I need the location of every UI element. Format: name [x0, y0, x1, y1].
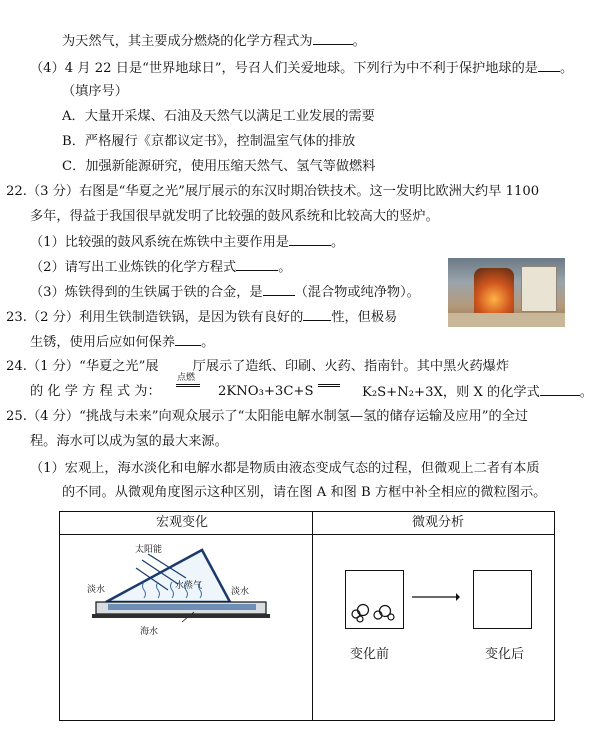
hint-text: （填序号） [62, 84, 128, 99]
equals-top [318, 384, 340, 385]
question-22-part3 [30, 283, 420, 302]
molecule-atom [358, 605, 369, 616]
label-before: 变化前 [350, 647, 390, 662]
text-line [62, 32, 366, 51]
glass-cover [106, 550, 230, 602]
molecule-atom [388, 614, 394, 620]
analysis-table [59, 511, 555, 721]
label-after: 变化后 [485, 647, 525, 662]
question-25-line1: 25.（4 分）“挑战与未来”向观众展示了“太阳能电解水制氢—氢的储存运输及应用”的全过 [6, 409, 529, 424]
answer-blank [289, 233, 331, 246]
desalination-diagram [82, 540, 282, 648]
part-text: （3）炼铁得到的生铁属于铁的合金，是 [30, 285, 263, 300]
option-c: C．加强新能源研究，使用压缩天然气、氢气等做燃料 [62, 159, 376, 174]
question-23-line2 [30, 333, 214, 352]
line-end: 。 [201, 335, 215, 350]
label-sea: 海水 [140, 627, 159, 637]
products-and-question [362, 383, 593, 402]
sea-water [108, 604, 256, 610]
smelting-exhibit-photo [448, 258, 565, 327]
label-fresh-left: 淡水 [87, 585, 106, 595]
products: K₂S+N₂+3X [362, 385, 443, 400]
question-text: 24.（1 分）“华夏之光”展 [6, 359, 159, 374]
header-macro: 宏观变化 [156, 515, 209, 530]
question-text: 生锈，使用后应如何保养 [30, 335, 176, 350]
table-divider [312, 512, 313, 720]
line-end: 。 [278, 260, 292, 275]
display-panel [521, 266, 557, 312]
question-24-line1 [6, 358, 509, 376]
table-header-row [60, 512, 554, 535]
answer-blank [236, 258, 278, 271]
answer-blank [540, 383, 580, 396]
answer-blank [175, 333, 201, 346]
question-22-part1 [30, 233, 344, 252]
question-22-line2: 多年，得益于我国很早就发明了比较强的鼓风系统和比较高大的竖炉。 [30, 209, 439, 224]
question-text: （4）4 月 22 日是“世界地球日”，号召人们关爱地球。下列行为中不利于保护地球的是 [30, 61, 538, 76]
question-25-line2: 程。海水可以成为氢的最大来源。 [30, 434, 228, 449]
question-4 [30, 59, 573, 78]
question-23-line1 [6, 308, 397, 327]
answer-blank [538, 59, 560, 72]
exhibit-floor [448, 313, 565, 327]
part-text: （混合物或纯净物）。 [294, 285, 420, 300]
line-end: 。 [579, 385, 593, 400]
answer-blank [303, 308, 331, 321]
question-22-line1: 22.（3 分）右图是“华夏之光”展厅展示的东汉时期冶铁技术。这一发明比欧洲大约早 1100 [6, 184, 540, 199]
line-end: 。 [352, 34, 366, 49]
question-text: 23.（2 分）利用生铁制造铁锅，是因为铁有良好的 [6, 310, 304, 325]
arrow-icon [412, 592, 460, 602]
question-25-part1-line2: 的不同。从微观角度图示这种区别，请在图 A 和图 B 方框中补全相应的微粒图示。 [62, 485, 547, 500]
question-text: 的 化 学 方 程 式 为： [30, 384, 161, 399]
label-sun: 太阳能 [135, 545, 163, 555]
header-micro: 微观分析 [412, 515, 465, 530]
option-b: B．严格履行《京都议定书》，控制温室气体的排放 [62, 134, 356, 149]
question-text: 性，但极易 [331, 310, 398, 325]
line-text: 为天然气，其主要成分燃烧的化学方程式为 [62, 34, 313, 49]
line-end: 。 [330, 235, 345, 250]
molecule-group [346, 571, 403, 628]
question-text: 厅展示了造纸、印刷、火药、指南针。其中黑火药爆炸 [192, 359, 510, 374]
label-fresh-right: 淡水 [231, 587, 250, 597]
part-text: （2）请写出工业炼铁的化学方程式 [30, 260, 237, 275]
option-a: A．大量开采煤、石油及天然气以满足工业发展的需要 [62, 109, 375, 124]
stand [92, 614, 270, 618]
box-b-after [473, 570, 532, 629]
question-text: ，则 X 的化学式 [442, 385, 540, 400]
reaction-arrow-top [176, 384, 200, 385]
reaction-arrow-bottom [176, 386, 200, 387]
equals-bottom [318, 386, 340, 387]
box-a-before [345, 570, 404, 629]
part-text: （1）比较强的鼓风系统在炼铁中主要作用是 [30, 235, 289, 250]
answer-blank [313, 32, 353, 45]
reaction-condition: 点燃 [177, 373, 196, 383]
question-22-part2 [30, 258, 291, 277]
question-25-part1-line1: （1）宏观上，海水淡化和电解水都是物质由液态变成气态的过程，但微观上二者有本质 [30, 461, 540, 476]
line-end: 。 [560, 61, 574, 76]
answer-blank [263, 283, 295, 296]
molecule-atom [357, 616, 363, 622]
label-vapor: 水蒸气 [175, 581, 203, 591]
reactants: 2KNO₃+3C+S [218, 384, 314, 399]
question-24-line2 [30, 383, 161, 401]
